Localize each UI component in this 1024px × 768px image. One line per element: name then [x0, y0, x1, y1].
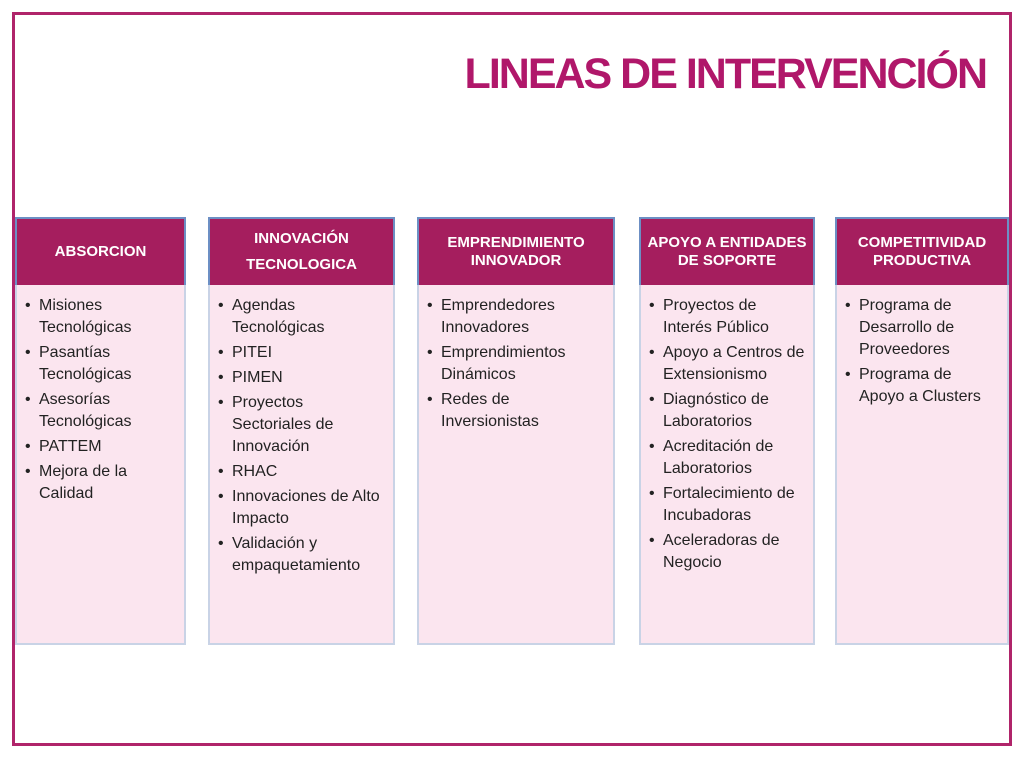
- bullet-icon: •: [427, 391, 433, 408]
- list-item: • Redes de Inversionistas: [427, 391, 539, 430]
- bullet-icon: •: [649, 391, 655, 408]
- list-item: • Misiones Tecnológicas: [25, 297, 132, 336]
- list-item: • PITEI: [218, 342, 385, 364]
- column-header-label: COMPETITIVIDAD PRODUCTIVA: [857, 234, 987, 269]
- bullet-icon: •: [649, 297, 655, 314]
- bullet-icon: •: [25, 344, 31, 361]
- list-item: • Agendas Tecnológicas: [218, 297, 325, 336]
- bullet-icon: •: [427, 297, 433, 314]
- list-item: • Proyectos Sectoriales de Innovación: [218, 394, 334, 455]
- bullet-icon: •: [649, 344, 655, 361]
- bullet-icon: •: [218, 394, 224, 411]
- column-body: [835, 285, 1009, 645]
- list-item: • PIMEN: [218, 367, 385, 389]
- item-list: [25, 295, 176, 505]
- list-item: • Emprendimientos Dinámicos: [427, 344, 566, 383]
- column-header-label: INNOVACIÓN: [254, 230, 349, 247]
- item-list: [427, 295, 605, 433]
- column-body: [15, 285, 186, 645]
- column-header-label: EMPRENDIMIENTO INNOVADOR: [447, 234, 585, 269]
- bullet-icon: •: [218, 488, 224, 505]
- bullet-icon: •: [218, 344, 224, 361]
- column-header: [639, 217, 815, 285]
- column-body: [639, 285, 815, 645]
- bullet-icon: •: [218, 297, 224, 314]
- list-item: • Programa de Apoyo a Clusters: [845, 366, 981, 405]
- bullet-icon: •: [649, 438, 655, 455]
- list-item: • Asesorías Tecnológicas: [25, 391, 132, 430]
- column-header: [208, 217, 395, 285]
- column-header: [417, 217, 615, 285]
- list-item: • PATTEM: [25, 436, 176, 458]
- item-list: [649, 295, 805, 574]
- column-header-label: TECNOLOGICA: [246, 256, 357, 273]
- bullet-icon: •: [25, 297, 31, 314]
- item-list: [845, 295, 999, 408]
- bullet-icon: •: [649, 485, 655, 502]
- bullet-icon: •: [649, 532, 655, 549]
- column-header-label: APOYO A ENTIDADES DE SOPORTE: [647, 234, 807, 269]
- list-item: • Apoyo a Centros de Extensionismo: [649, 344, 805, 383]
- bullet-icon: •: [845, 366, 851, 383]
- list-item: • Pasantías Tecnológicas: [25, 344, 132, 383]
- bullet-icon: •: [427, 344, 433, 361]
- slide-title: LINEAS DE INTERVENCIÓN: [464, 50, 986, 98]
- bullet-icon: •: [218, 463, 224, 480]
- column-header: [15, 217, 186, 285]
- bullet-icon: •: [845, 297, 851, 314]
- bullet-icon: •: [25, 463, 31, 480]
- column-header-label: ABSORCION: [54, 243, 147, 260]
- column-header: [835, 217, 1009, 285]
- column-body: [417, 285, 615, 645]
- bullet-icon: •: [218, 535, 224, 552]
- column-body: [208, 285, 395, 645]
- list-item: • RHAC: [218, 461, 385, 483]
- item-list: [218, 295, 385, 577]
- bullet-icon: •: [25, 391, 31, 408]
- list-item: • Fortalecimiento de Incubadoras: [649, 485, 795, 524]
- list-item: • Acreditación de Laboratorios: [649, 438, 774, 477]
- bullet-icon: •: [25, 438, 31, 455]
- list-item: • Validación y empaquetamiento: [218, 535, 361, 574]
- list-item: • Innovaciones de Alto Impacto: [218, 488, 380, 527]
- list-item: • Proyectos de Interés Público: [649, 297, 769, 336]
- list-item: • Emprendedores Innovadores: [427, 297, 555, 336]
- bullet-icon: •: [218, 369, 224, 386]
- list-item: • Diagnóstico de Laboratorios: [649, 391, 769, 430]
- list-item: • Mejora de la Calidad: [25, 463, 128, 502]
- list-item: • Programa de Desarrollo de Proveedores: [845, 297, 955, 358]
- list-item: • Aceleradoras de Negocio: [649, 532, 780, 571]
